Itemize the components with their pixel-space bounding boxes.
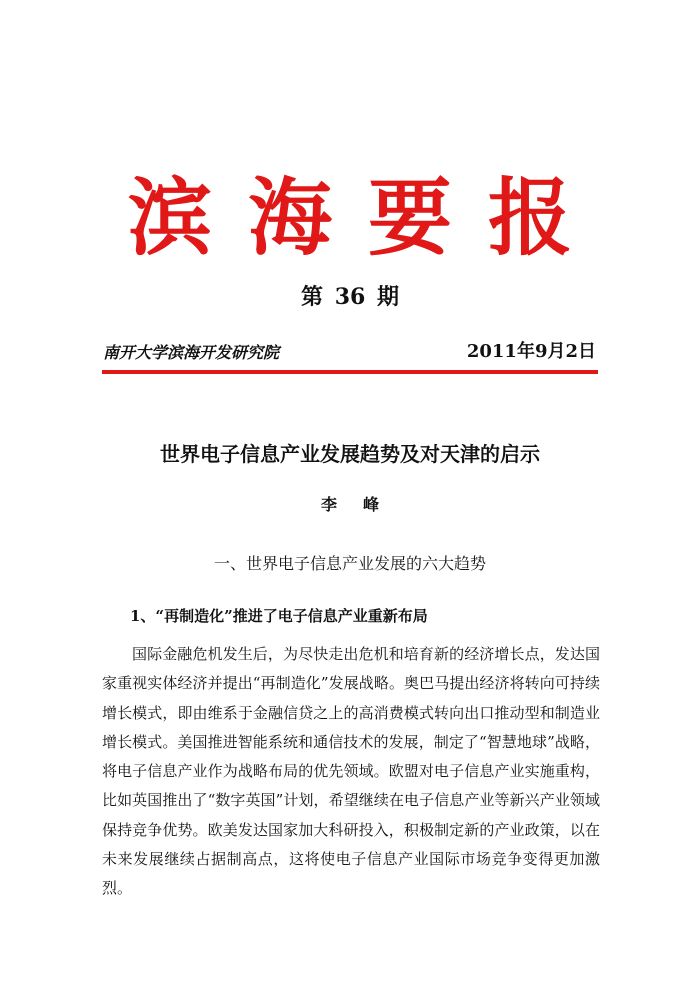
publisher-organization: 南开大学滨海开发研究院 (103, 343, 280, 362)
article-paragraph: 国际金融危机发生后，为尽快走出危机和培育新的经济增长点，发达国家重视实体经济并提出“再制造化”发展战略。奥巴马提出经济将转向可持续增长模式，即由维系于金融信贷之上的高消费模式转向出口推动型和制造业增长模式。美国推进智能系统和通信技术的发展，制定了“智慧地球”战略，将电子信息产业作为战略布局的优先领域。欧盟对电子信息产业实施重构，比如英国推出了“数字英国”计划，希望继续在电子信息产业等新兴产业领域保持竞争优势。欧美发达国家加大科研投入，积极制定新的产业政策，以在未来发展继续占据制高点，这将使电子信息产业国际市场竞争变得更加激烈。 (102, 645, 600, 898)
issue-prefix: 第 (301, 284, 324, 310)
article-title: 世界电子信息产业发展趋势及对天津的启示 (160, 442, 540, 466)
section-heading: 一、世界电子信息产业发展的六大趋势 (213, 554, 486, 573)
issue-number (0, 282, 700, 312)
issue-number-value: 36 (334, 284, 366, 310)
issue-suffix: 期 (376, 284, 399, 310)
subsection-heading: 1、“再制造化”推进了电子信息产业重新布局 (130, 607, 428, 625)
masthead-title: 滨海要报 (127, 168, 608, 267)
header-divider (102, 370, 598, 374)
article-author: 李峰 (320, 495, 405, 514)
publication-date: 2011年9月2日 (466, 341, 596, 362)
